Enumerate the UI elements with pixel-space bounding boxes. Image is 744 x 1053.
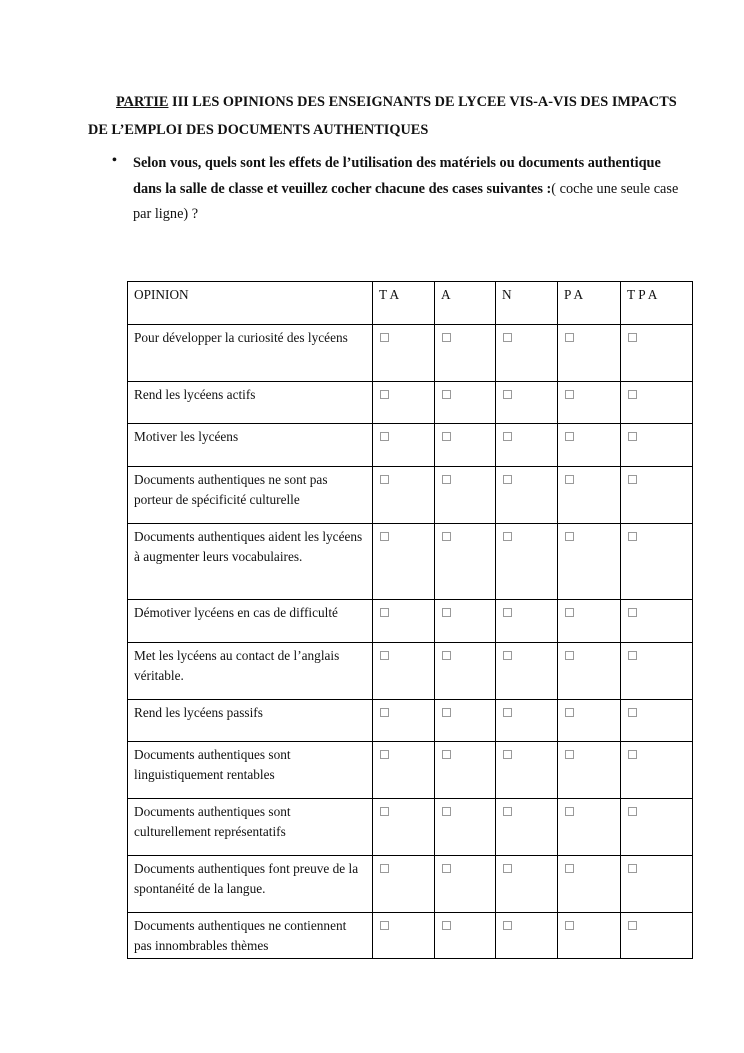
table-header-row [128,282,693,325]
question-block [112,151,692,228]
section-title [88,88,688,144]
checkbox-n[interactable] [503,532,512,541]
checkbox-ta[interactable] [380,807,389,816]
checkbox-ta[interactable] [380,333,389,342]
checkbox-a[interactable] [442,390,451,399]
checkbox-n[interactable] [503,608,512,617]
opinion-cell: Rend les lycéens passifs [128,700,373,742]
checkbox-n[interactable] [503,750,512,759]
checkbox-a[interactable] [442,333,451,342]
table-row [128,600,693,643]
opinion-cell: Motiver les lycéens [128,424,373,467]
checkbox-ta[interactable] [380,432,389,441]
checkbox-n[interactable] [503,708,512,717]
checkbox-tpa[interactable] [628,651,637,660]
header-opinion: OPINION [128,282,373,325]
table-row [128,913,693,959]
question-instruction: ( coche une seule case par ligne) ? [133,180,679,222]
checkbox-a[interactable] [442,750,451,759]
checkbox-tpa[interactable] [628,390,637,399]
checkbox-tpa[interactable] [628,432,637,441]
opinion-cell: Pour développer la curiosité des lycéens [128,325,373,382]
checkbox-pa[interactable] [565,333,574,342]
section-title-text: III LES OPINIONS DES ENSEIGNANTS DE LYCEE VIS-A-VIS DES IMPACTS DE L’EMPLOI DES DOCUMENTS AUTHENTIQUES [88,94,677,138]
checkbox-n[interactable] [503,807,512,816]
header-a: A [435,282,496,325]
checkbox-ta[interactable] [380,390,389,399]
part-label: PARTIE [116,94,169,110]
checkbox-a[interactable] [442,807,451,816]
checkbox-tpa[interactable] [628,750,637,759]
opinion-cell: Documents authentiques sont culturellement représentatifs [128,799,373,856]
checkbox-pa[interactable] [565,390,574,399]
checkbox-a[interactable] [442,708,451,717]
opinion-cell: Démotiver lycéens en cas de difficulté [128,600,373,643]
checkbox-tpa[interactable] [628,708,637,717]
checkbox-pa[interactable] [565,532,574,541]
checkbox-tpa[interactable] [628,608,637,617]
checkbox-a[interactable] [442,532,451,541]
checkbox-pa[interactable] [565,432,574,441]
checkbox-ta[interactable] [380,475,389,484]
opinion-cell: Documents authentiques font preuve de la spontanéité de la langue. [128,856,373,913]
header-ta: T A [373,282,435,325]
checkbox-tpa[interactable] [628,532,637,541]
table-row [128,742,693,799]
checkbox-a[interactable] [442,864,451,873]
bullet-point: • [112,153,117,168]
header-pa: P A [558,282,621,325]
checkbox-ta[interactable] [380,532,389,541]
checkbox-ta[interactable] [380,750,389,759]
checkbox-ta[interactable] [380,608,389,617]
checkbox-n[interactable] [503,475,512,484]
table-row [128,467,693,524]
table-row [128,524,693,600]
header-tpa: T P A [621,282,693,325]
checkbox-pa[interactable] [565,807,574,816]
checkbox-pa[interactable] [565,708,574,717]
table-row [128,424,693,467]
question-bold-text: Selon vous, quels sont les effets de l’utilisation des matériels ou documents authentique dans la salle de classe et veuillez cocher chacune des cases suivantes : [133,155,661,197]
checkbox-a[interactable] [442,651,451,660]
checkbox-ta[interactable] [380,708,389,717]
checkbox-pa[interactable] [565,864,574,873]
checkbox-pa[interactable] [565,475,574,484]
opinion-cell: Documents authentiques ne contiennent pas innombrables thèmes [128,913,373,959]
checkbox-n[interactable] [503,333,512,342]
opinion-cell: Met les lycéens au contact de l’anglais véritable. [128,643,373,700]
opinion-cell: Documents authentiques aident les lycéens à augmenter leurs vocabulaires. [128,524,373,600]
question-text [133,151,692,228]
checkbox-tpa[interactable] [628,864,637,873]
checkbox-pa[interactable] [565,608,574,617]
table-row [128,799,693,856]
checkbox-pa[interactable] [565,651,574,660]
opinion-table [127,281,693,959]
checkbox-a[interactable] [442,475,451,484]
checkbox-pa[interactable] [565,750,574,759]
checkbox-ta[interactable] [380,921,389,930]
table-row [128,700,693,742]
header-n: N [496,282,558,325]
checkbox-a[interactable] [442,921,451,930]
checkbox-tpa[interactable] [628,333,637,342]
opinion-cell: Documents authentiques sont linguistiquement rentables [128,742,373,799]
checkbox-tpa[interactable] [628,807,637,816]
table-row [128,643,693,700]
table-row [128,382,693,424]
checkbox-n[interactable] [503,432,512,441]
table-row [128,856,693,913]
opinion-cell: Documents authentiques ne sont pas porteur de spécificité culturelle [128,467,373,524]
checkbox-a[interactable] [442,608,451,617]
table-row [128,325,693,382]
checkbox-n[interactable] [503,864,512,873]
checkbox-n[interactable] [503,921,512,930]
checkbox-pa[interactable] [565,921,574,930]
checkbox-ta[interactable] [380,864,389,873]
checkbox-tpa[interactable] [628,921,637,930]
checkbox-n[interactable] [503,390,512,399]
checkbox-ta[interactable] [380,651,389,660]
opinion-cell: Rend les lycéens actifs [128,382,373,424]
checkbox-a[interactable] [442,432,451,441]
checkbox-tpa[interactable] [628,475,637,484]
checkbox-n[interactable] [503,651,512,660]
